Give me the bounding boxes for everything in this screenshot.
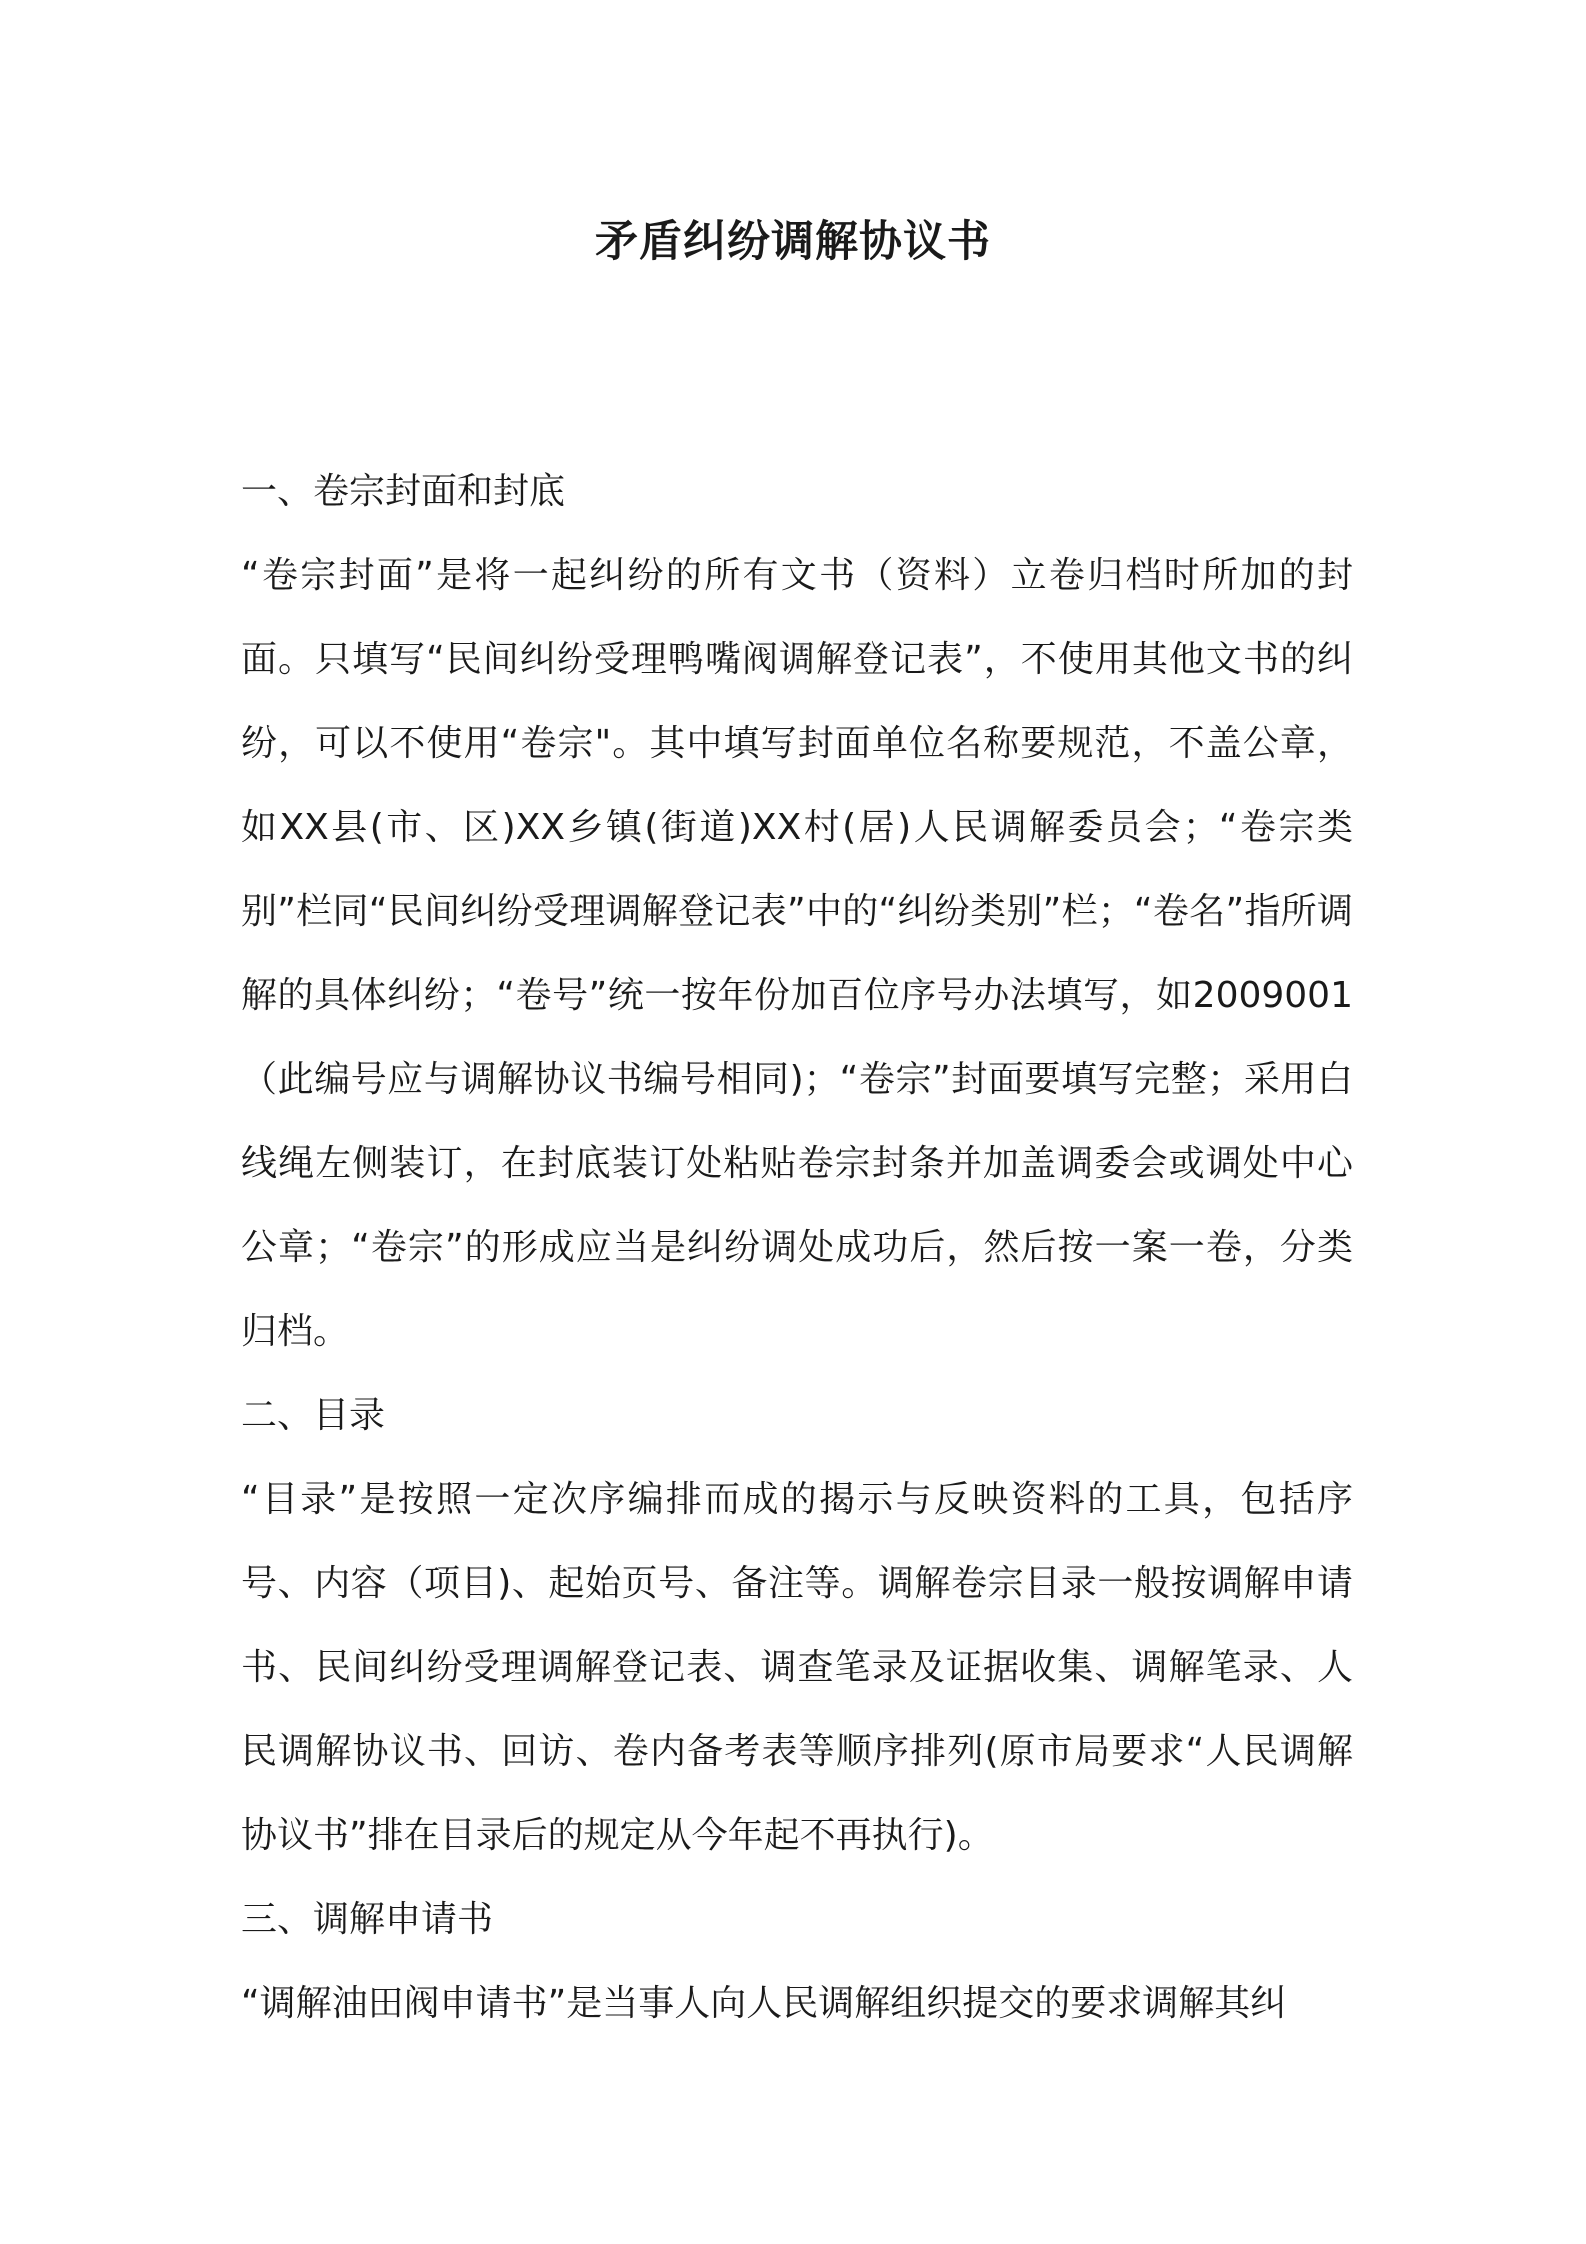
section-catalog <box>241 1374 1353 1878</box>
section-heading: 三、调解申请书 <box>241 1899 494 1940</box>
document-body <box>241 450 1353 2046</box>
section-paragraph: “调解油田阀申请书”是当事人向人民调解组织提交的要求调解其纠 <box>241 1983 1287 2024</box>
section-application <box>241 1878 1353 2046</box>
section-heading: 二、目录 <box>241 1395 386 1436</box>
section-paragraph: “目录”是按照一定次序编排而成的揭示与反映资料的工具，包括序号、内容（项目)、起始页号、备注等。调解卷宗目录一般按调解申请书、民间纠纷受理调解登记表、调查笔录及证据收集、调解笔录、人民调解协议书、回访、卷内备考表等顺序排列(原市局要求“人民调解协议书”排在目录后的规定从今年起不再执行)。 <box>241 1479 1353 1856</box>
section-cover <box>241 450 1353 1374</box>
document-title: 矛盾纠纷调解协议书 <box>595 217 991 267</box>
section-paragraph: “卷宗封面”是将一起纠纷的所有文书（资料）立卷归档时所加的封面。只填写“民间纠纷受理鸭嘴阀调解登记表”，不使用其他文书的纠纷，可以不使用“卷宗"。其中填写封面单位名称要规范，不盖公章，如XX县(市、区)XX乡镇(街道)XX村(居)人民调解委员会；“卷宗类别”栏同“民间纠纷受理调解登记表”中的“纠纷类别”栏；“卷名”指所调解的具体纠纷；“卷号”统一按年份加百位序号办法填写，如2009001（此编号应与调解协议书编号相同)；“卷宗”封面要填写完整；采用白线绳左侧装订，在封底装订处粘贴卷宗封条并加盖调委会或调处中心公章；“卷宗”的形成应当是纠纷调处成功后，然后按一案一卷，分类归档。 <box>241 555 1353 1352</box>
section-heading: 一、卷宗封面和封底 <box>241 471 566 512</box>
